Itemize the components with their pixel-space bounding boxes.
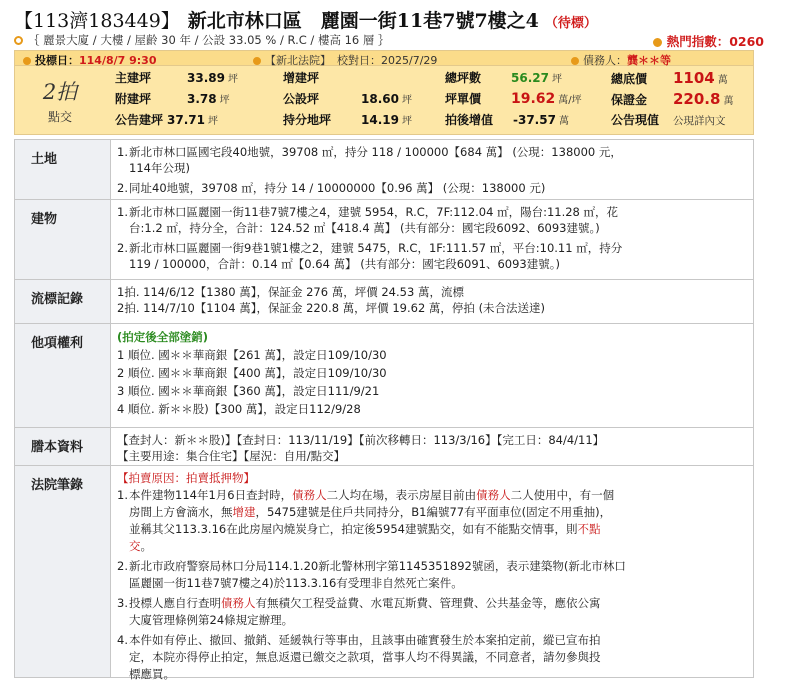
list-item: 1. 新北市林口區國宅段40地號，39708 ㎡，持分 118 / 100000【684 萬】 (公現：138000 元， 114年公現): [117, 145, 622, 175]
section-bid-history: [15, 280, 753, 324]
section-registry: [15, 428, 753, 466]
registry-line: 【查封人：新＊＊股)】【查封日：113/11/19】【前次移轉日：113/3/16】【完工日：84/4/11】: [117, 433, 605, 447]
registry-line: 【主要用途：集合住宅】【屋況：自用/點交】: [117, 449, 346, 463]
section-label: 建物: [15, 200, 111, 279]
status-badge: （待標）: [544, 16, 597, 31]
info-bar: [15, 51, 753, 66]
section-label: 土地: [15, 140, 111, 199]
bullet-icon: [653, 38, 662, 47]
list-item: 3. 投標人應自行查明債務人有無積欠工程受益費、水電瓦斯費、管理費、公共基金等，應依公寓 大廈管理條例第24條規定辦理。: [117, 596, 601, 627]
bullet-icon: [253, 57, 261, 65]
bullet-icon: [571, 57, 579, 65]
debtor: 債務人：龔＊＊等: [571, 52, 671, 68]
metrics-col-price: 總坪數 56.27 坪 坪單價 19.62 萬/坪 拍後增值 -37.57 萬: [445, 71, 582, 127]
case-number: 【113濟183449】: [14, 10, 180, 32]
rights-row: 1 順位. 國＊＊華商銀【261 萬】，設定日109/10/30: [117, 348, 387, 362]
bullet-icon: [14, 36, 23, 45]
section-label: 流標記錄: [15, 280, 111, 323]
rights-heading: (拍定後全部塗銷): [117, 330, 209, 344]
section-label: 他項權利: [15, 324, 111, 427]
property-summary: [14, 32, 784, 50]
list-item: 1. 本件建物114年1月6日查封時，債務人二人均在場，表示房屋目前由債務人二人使用中，有一個 房間上方會滴水，無增建，5475建號是住戶共同持分，B1編號77有平面車位(固定不用重抽)， 並稱其父113.3.16在此房屋內燒炭身亡，拍定後5954建號點交，如有不能點交情事，則不點 交。: [117, 488, 615, 553]
metrics-col-area: 主建坪 33.89 坪 附建坪 3.78 坪 公告建坪 37.71 坪: [115, 71, 238, 127]
list-item: 2. 新北市林口區麗園一街9巷1號1樓之2，建號 5475，R.C，1F:111.57 ㎡，平台:10.11 ㎡，持分 119 / 100000，合計：0.14 ㎡【0.64 萬】 (共有部分：國宅段6091、6093建號。): [117, 241, 623, 271]
list-item: 4. 本件如有停止、撤回、撤銷、延緩執行等事由，且該事由確實發生於本案拍定前，縱已宣布拍 定，本院亦得停止拍定，無息返還已繳交之款項，當事人均不得異議，不同意者，請勿參與投 標應買。: [117, 633, 601, 681]
rights-row: 4 順位. 新＊＊股)【300 萬】，設定日112/9/28: [117, 402, 361, 416]
summary-text: ｛ 麗景大廈 / 大樓 / 屋齡 30 年 / 公設 33.05 % / R.C / 樓高 16 層 ｝: [28, 33, 390, 47]
bullet-icon: [23, 57, 31, 65]
court-check-date: 【新北法院】 校對日：2025/7/29: [253, 52, 437, 68]
auction-reason: 【拍賣原因：拍賣抵押物】: [117, 471, 255, 485]
section-building: [15, 200, 753, 280]
metrics-col-reserve: 總底價 1104 萬 保證金 220.8 萬 公告現值 公現詳內文: [611, 69, 734, 127]
section-label: 法院筆錄: [15, 466, 111, 677]
bid-date: 投標日：114/8/7 9:30: [23, 52, 157, 68]
history-row: 1拍. 114/6/12【1380 萬】，保証金 276 萬，坪價 24.53 萬，流標: [117, 285, 464, 299]
metrics-col-common: 增建坪 公設坪 18.60 坪 持分地坪 14.19 坪: [283, 71, 412, 127]
rights-row: 2 順位. 國＊＊華商銀【400 萬】，設定日109/10/30: [117, 366, 387, 380]
property-address: 新北市林口區 麗園一街11巷7號7樓之4: [187, 10, 539, 32]
bid-round-badge: [15, 66, 105, 134]
section-land: [15, 140, 753, 200]
detail-table: [14, 139, 754, 681]
handover-type: 點交: [47, 110, 72, 124]
bid-round: 2拍: [42, 80, 78, 104]
list-item: 1. 新北市林口區麗園一街11巷7號7樓之4，建號 5954，R.C，7F:112.04 ㎡，陽台:11.28 ㎡，花 台:1.2 ㎡，持分全，合計：124.52 ㎡【418.4 萬】 (共有部分：國宅段6092、6093建號。): [117, 205, 619, 235]
title-row: [14, 6, 784, 30]
list-item: 2. 新北市政府警察局林口分局114.1.20新北警林刑字第1145351892號函，表示建築物(新北市林口 區麗園一街11巷7號7樓之4)於113.3.16有受理非自然死亡案件。: [117, 559, 626, 590]
hot-index: 熱門指數：0260: [653, 32, 764, 50]
section-label: 謄本資料: [15, 428, 111, 465]
section-other-rights: [15, 324, 753, 428]
rights-row: 3 順位. 國＊＊華商銀【360 萬】，設定日111/9/21: [117, 384, 380, 398]
history-row: 2拍. 114/7/10【1104 萬】，保証金 220.8 萬，坪價 19.62 萬，停拍 (未合法送達): [117, 301, 546, 315]
list-item: 2. 同址40地號，39708 ㎡，持分 14 / 10000000【0.96 萬】 (公現：138000 元): [117, 181, 546, 195]
section-court-notes: [15, 466, 753, 681]
auction-info-panel: [14, 50, 754, 135]
